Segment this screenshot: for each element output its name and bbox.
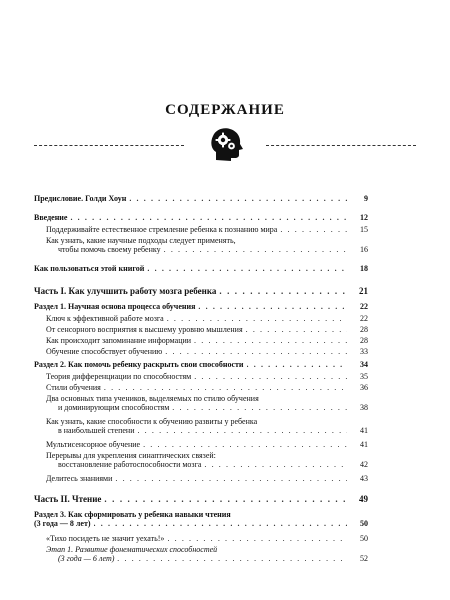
toc-entry-title: «Тихо посидеть не значит уехать!»: [46, 534, 165, 543]
toc-entry-howto[interactable]: [34, 264, 368, 273]
toc-entry-continuation: [46, 426, 368, 435]
toc-entry-title: Мультисенсорное обучение: [46, 440, 141, 449]
toc-entry-page: 12: [360, 213, 368, 222]
toc-entry[interactable]: [34, 451, 368, 469]
toc-entry[interactable]: [34, 474, 368, 483]
toc-entry-page: 34: [360, 360, 368, 369]
toc-part-title: Часть I. Как улучшить работу мозга ребенка: [34, 286, 217, 296]
toc-section-1[interactable]: [34, 302, 368, 311]
dot-leader: [129, 194, 347, 203]
head-gears-icon: [206, 124, 246, 164]
toc-entry-title: От сенсорного восприятия к высшему уровню мышления: [46, 325, 243, 334]
toc-entry[interactable]: [34, 545, 368, 563]
dot-leader: [143, 440, 347, 449]
toc-entry-page: 33: [360, 347, 368, 356]
dot-leader: [115, 474, 347, 483]
toc-entry-title: Два основных типа учеников, выделяемых по стилю обучения: [46, 394, 259, 403]
toc-entry-title: Ключ к эффективной работе мозга: [46, 314, 164, 323]
divider-line-left: [34, 145, 184, 146]
toc-entry[interactable]: [34, 347, 368, 356]
dot-leader: [198, 302, 347, 311]
toc-entry-page: 42: [360, 460, 368, 470]
toc-entry-title-cont: (3 года — 6 лет): [58, 554, 115, 564]
toc-entry-title: Как пользоваться этой книгой: [34, 264, 145, 273]
toc-entry-page: 15: [360, 225, 368, 234]
toc-entry-title: Стили обучения: [46, 383, 101, 392]
toc-entry-title-cont: чтобы помочь своему ребенку: [58, 245, 161, 255]
toc-entry-title: Теория дифференциации по способностям: [46, 372, 192, 381]
toc-entry-title: Предисловие. Голди Хоун: [34, 194, 127, 203]
toc-section-title: Раздел 1. Научная основа процесса обучения: [34, 302, 196, 311]
toc-entry-title-cont: (3 года — 8 лет): [34, 519, 91, 529]
toc-entry-page: 38: [360, 403, 368, 413]
title-divider: [34, 124, 416, 164]
dot-leader: [247, 360, 347, 369]
dot-leader: [94, 519, 347, 528]
toc-entry-title: Как узнать, какие способности к обучению развиты у ребенка: [46, 417, 258, 426]
toc-entry-preface[interactable]: [34, 194, 368, 203]
toc-entry-page: 22: [360, 302, 368, 311]
toc-entry-page: 9: [364, 194, 368, 203]
toc-section-title: Раздел 2. Как помочь ребенку раскрыть свои способности: [34, 360, 244, 369]
toc-entry-title: Обучение способствует обучению: [46, 347, 163, 356]
toc-entry-title-cont: восстановление работоспособности мозга: [58, 460, 202, 470]
toc-entry[interactable]: [34, 394, 368, 412]
dot-leader: [165, 347, 347, 356]
toc-entry-continuation: [46, 460, 368, 469]
toc-entry-page: 35: [360, 372, 368, 381]
toc-entry[interactable]: [34, 440, 368, 449]
toc-entry-title: Как узнать, какие научные подходы следует применять,: [46, 236, 236, 245]
toc-entry-page: 50: [360, 519, 368, 529]
divider-line-right: [266, 145, 416, 146]
toc-entry-page: 43: [360, 474, 368, 483]
toc-entry-title: Введение: [34, 213, 68, 222]
toc-part-1[interactable]: [34, 286, 368, 296]
toc-entry-title: Перерывы для укрепления синаптических связей:: [46, 451, 216, 460]
toc-section-3[interactable]: [34, 510, 368, 528]
toc-entry[interactable]: [34, 534, 368, 543]
toc-entry-page: 52: [360, 554, 368, 564]
toc-entry-intro[interactable]: [34, 213, 368, 222]
toc-entry[interactable]: [34, 336, 368, 345]
toc-entry-page: 22: [360, 314, 368, 323]
dot-leader: [172, 403, 347, 412]
toc-entry-page: 41: [360, 426, 368, 436]
toc-entry-title: Этап 1. Развитие фонематических способностей: [46, 545, 218, 554]
toc-entry-continuation: [46, 245, 368, 254]
toc-entry-title: Как происходит запоминание информации: [46, 336, 192, 345]
dot-leader: [164, 245, 347, 254]
toc-entry[interactable]: [34, 236, 368, 254]
toc-entry-page: 41: [360, 440, 368, 449]
toc-entry-page: 50: [360, 534, 368, 543]
toc-entry[interactable]: [34, 383, 368, 392]
dot-leader: [280, 225, 347, 234]
toc-section-2[interactable]: [34, 360, 368, 369]
toc-entry[interactable]: [34, 314, 368, 323]
dot-leader: [104, 494, 347, 504]
toc-entry-continuation: [46, 403, 368, 412]
toc-entry-continuation: [34, 519, 368, 528]
dot-leader: [204, 460, 347, 469]
toc-part-2[interactable]: [34, 494, 368, 504]
toc-entry-page: 21: [359, 286, 368, 296]
toc-entry-continuation: [46, 554, 368, 563]
toc-entry-title-cont: в наибольшей степени: [58, 426, 135, 436]
dot-leader: [167, 534, 347, 543]
toc-entry-page: 49: [359, 494, 368, 504]
toc-entry-page: 18: [360, 264, 368, 273]
toc-entry[interactable]: [34, 325, 368, 334]
dot-leader: [246, 325, 347, 334]
toc-entry-title: Делитесь знаниями: [46, 474, 113, 483]
dot-leader: [104, 383, 347, 392]
page-title: СОДЕРЖАНИЕ: [165, 102, 285, 118]
dot-leader: [137, 426, 347, 435]
dot-leader: [219, 286, 347, 296]
dot-leader: [194, 336, 347, 345]
toc-entry-title-cont: и доминирующим способностям: [58, 403, 170, 413]
toc-entry-page: 28: [360, 336, 368, 345]
toc-entry-page: 16: [360, 245, 368, 255]
dot-leader: [194, 372, 347, 381]
toc-entry[interactable]: [34, 225, 368, 234]
dot-leader: [70, 213, 347, 222]
dot-leader: [117, 554, 347, 563]
toc-part-title: Часть II. Чтение: [34, 494, 102, 504]
toc-entry-page: 36: [360, 383, 368, 392]
toc-entry[interactable]: [34, 417, 368, 435]
toc-entry[interactable]: [34, 372, 368, 381]
toc-section-title: Раздел 3. Как сформировать у ребенка навыки чтения: [34, 510, 231, 519]
toc-entry-title: Поддерживайте естественное стремление ребенка к познанию мира: [46, 225, 278, 234]
dot-leader: [167, 314, 347, 323]
dot-leader: [147, 264, 347, 273]
toc-entry-page: 28: [360, 325, 368, 334]
